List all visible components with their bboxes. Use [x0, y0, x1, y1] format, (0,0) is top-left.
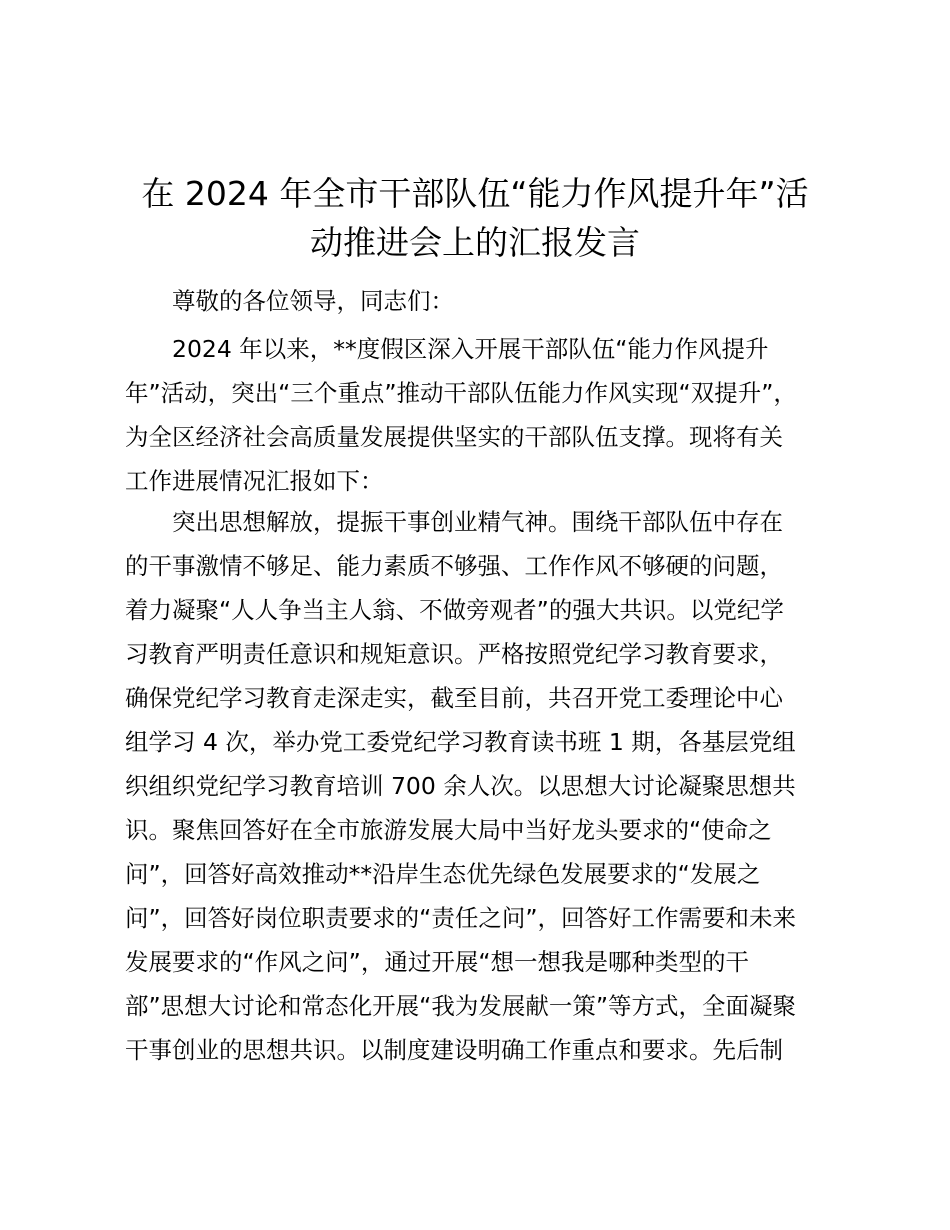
paragraph-2-line: 的干事激情不够足、能力素质不够强、工作作风不够硬的问题， [125, 552, 783, 580]
paragraph-1-line: 2024 年以来，**度假区深入开展干部队伍“能力作风提升 [172, 335, 769, 363]
paragraph-2-line: 确保党纪学习教育走深走实，截至目前，共召开党工委理论中心 [125, 684, 783, 712]
document-title-line-1: 在 2024 年全市干部队伍“能力作风提升年”活 [141, 174, 809, 213]
paragraph-2-line: 问”，回答好岗位职责要求的“责任之问”，回答好工作需要和未来 [125, 904, 797, 932]
paragraph-1-line: 工作进展情况汇报如下： [125, 467, 384, 495]
paragraph-2-line: 干事创业的思想共识。以制度建设明确工作重点和要求。先后制 [125, 1036, 783, 1064]
document-title-line-2: 动推进会上的汇报发言 [310, 223, 640, 262]
paragraph-2-line: 发展要求的“作风之问”，通过开展“想一想我是哪种类型的干 [125, 948, 750, 976]
paragraph-2-line: 着力凝聚“人人争当主人翁、不做旁观者”的强大共识。以党纪学 [125, 596, 784, 624]
paragraph-2-line: 部”思想大讨论和常态化开展“我为发展献一策”等方式，全面凝聚 [125, 992, 797, 1020]
paragraph-2-line: 问”，回答好高效推动**沿岸生态优先绿色发展要求的“发展之 [125, 860, 761, 888]
paragraph-2-line: 习教育严明责任意识和规矩意识。严格按照党纪学习教育要求， [125, 640, 783, 668]
paragraph-1-line: 年”活动，突出“三个重点”推动干部队伍能力作风实现“双提升”， [125, 379, 797, 407]
salutation: 尊敬的各位领导，同志们： [172, 287, 454, 315]
paragraph-1-line: 为全区经济社会高质量发展提供坚实的干部队伍支撑。现将有关 [125, 423, 783, 451]
paragraph-2-line: 组学习 4 次，举办党工委党纪学习教育读书班 1 期，各基层党组 [125, 728, 796, 756]
paragraph-2-line: 突出思想解放，提振干事创业精气神。围绕干部队伍中存在 [172, 508, 783, 536]
paragraph-2-line: 识。聚焦回答好在全市旅游发展大局中当好龙头要求的“使命之 [125, 816, 772, 844]
paragraph-2-line: 织组织党纪学习教育培训 700 余人次。以思想大讨论凝聚思想共 [125, 772, 796, 800]
